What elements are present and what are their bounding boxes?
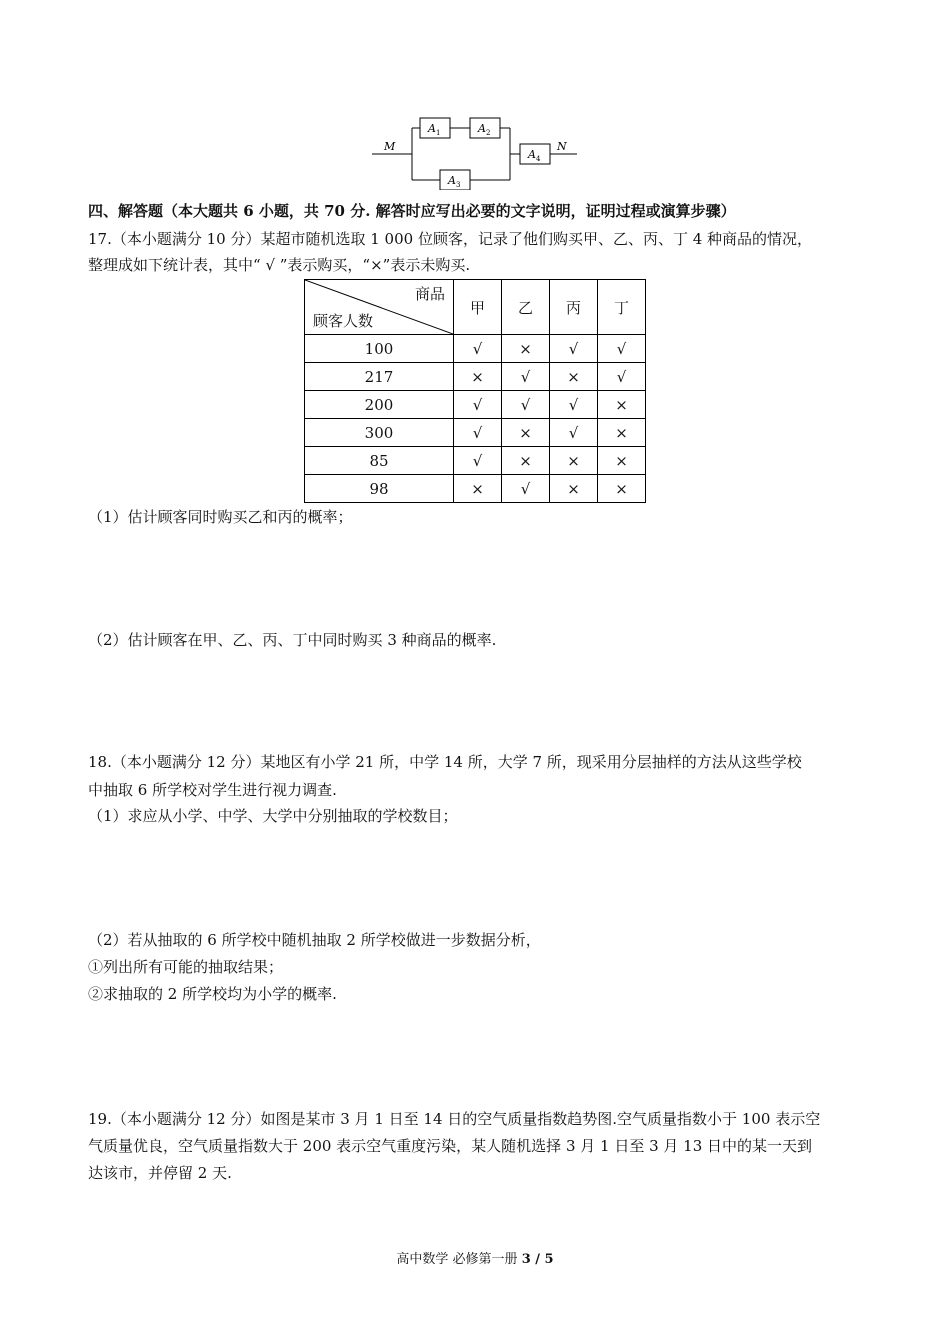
q18-sub2: ②求抽取的 2 所学校均为小学的概率. [88,985,337,1003]
q17-line1: 17.（本小题满分 10 分）某超市随机选取 1 000 位顾客，记录了他们购买甲、乙、丙、丁 4 种商品的情况， [88,230,813,248]
row-count: 300 [305,419,454,447]
row-count: 217 [305,363,454,391]
header-people-label: 顾客人数 [313,312,374,330]
row-mark: √ [550,335,598,363]
q19-line1: 19.（本小题满分 12 分）如图是某市 3 月 1 日至 14 日的空气质量指数趋势图.空气质量指数小于 100 表示空 [88,1110,821,1128]
svg-text:A: A [428,122,436,135]
row-mark: × [502,447,550,475]
row-mark: √ [454,391,502,419]
column-header: 甲 [454,280,502,335]
row-mark: √ [454,335,502,363]
svg-text:A: A [448,174,456,187]
table-row [305,391,646,419]
row-mark: √ [598,363,646,391]
q18-part1: （1）求应从小学、中学、大学中分别抽取的学校数目； [88,807,458,825]
row-mark: √ [454,419,502,447]
q18-line2: 中抽取 6 所学校对学生进行视力调查. [88,781,337,799]
footer-text: 高中数学 必修第一册 [396,1252,522,1267]
row-mark: × [598,419,646,447]
header-product-label: 商品 [414,285,445,303]
row-mark: × [502,419,550,447]
svg-text:1: 1 [436,129,441,137]
row-mark: × [454,475,502,503]
row-mark: × [550,475,598,503]
svg-text:A: A [478,122,486,135]
column-header: 丙 [550,280,598,335]
column-header: 丁 [598,280,646,335]
row-mark: × [454,363,502,391]
row-mark: √ [502,475,550,503]
q17-part1: （1）估计顾客同时购买乙和丙的概率； [88,508,353,526]
table-header-row [305,280,646,335]
svg-text:3: 3 [456,181,461,189]
q19-line2: 气质量优良，空气质量指数大于 200 表示空气重度污染，某人随机选择 3 月 1 日至 3 月 13 日中的某一天到 [88,1137,813,1155]
q18-sub1: ①列出所有可能的抽取结果； [88,958,284,976]
row-mark: √ [598,335,646,363]
node-m-label: M [384,140,396,153]
row-mark: × [598,475,646,503]
row-count: 100 [305,335,454,363]
row-count: 85 [305,447,454,475]
row-mark: √ [502,363,550,391]
row-mark: √ [454,447,502,475]
q18-part2: （2）若从抽取的 6 所学校中随机抽取 2 所学校做进一步数据分析， [88,931,541,949]
q18-line1: 18.（本小题满分 12 分）某地区有小学 21 所，中学 14 所，大学 7 所，现采用分层抽样的方法从这些学校 [88,753,802,771]
svg-text:A: A [528,148,536,161]
row-mark: × [502,335,550,363]
row-mark: × [598,391,646,419]
page-number: 3 / 5 [521,1252,554,1267]
svg-text:4: 4 [536,155,541,163]
row-mark: √ [550,419,598,447]
page-footer [0,1248,950,1267]
row-mark: × [598,447,646,475]
section-4-title: 四、解答题（本大题共 6 小题，共 70 分. 解答时应写出必要的文字说明，证明过程或演算步骤） [88,202,736,220]
row-count: 98 [305,475,454,503]
row-mark: √ [550,391,598,419]
row-mark: × [550,363,598,391]
row-count: 200 [305,391,454,419]
svg-text:2: 2 [486,129,491,137]
table-row [305,475,646,503]
table-diagonal-header [305,280,454,335]
table-row [305,419,646,447]
q19-line3: 达该市，并停留 2 天. [88,1164,232,1182]
row-mark: × [550,447,598,475]
table-row [305,447,646,475]
column-header: 乙 [502,280,550,335]
q17-line2: 整理成如下统计表，其中“ √ ”表示购买，“×”表示未购买. [88,256,471,274]
row-mark: √ [502,391,550,419]
table-row [305,335,646,363]
purchase-stat-table [304,279,646,503]
q17-part2: （2）估计顾客在甲、乙、丙、丁中同时购买 3 种商品的概率. [88,631,497,649]
circuit-diagram [372,110,582,190]
table-row [305,363,646,391]
node-n-label: N [557,140,567,153]
